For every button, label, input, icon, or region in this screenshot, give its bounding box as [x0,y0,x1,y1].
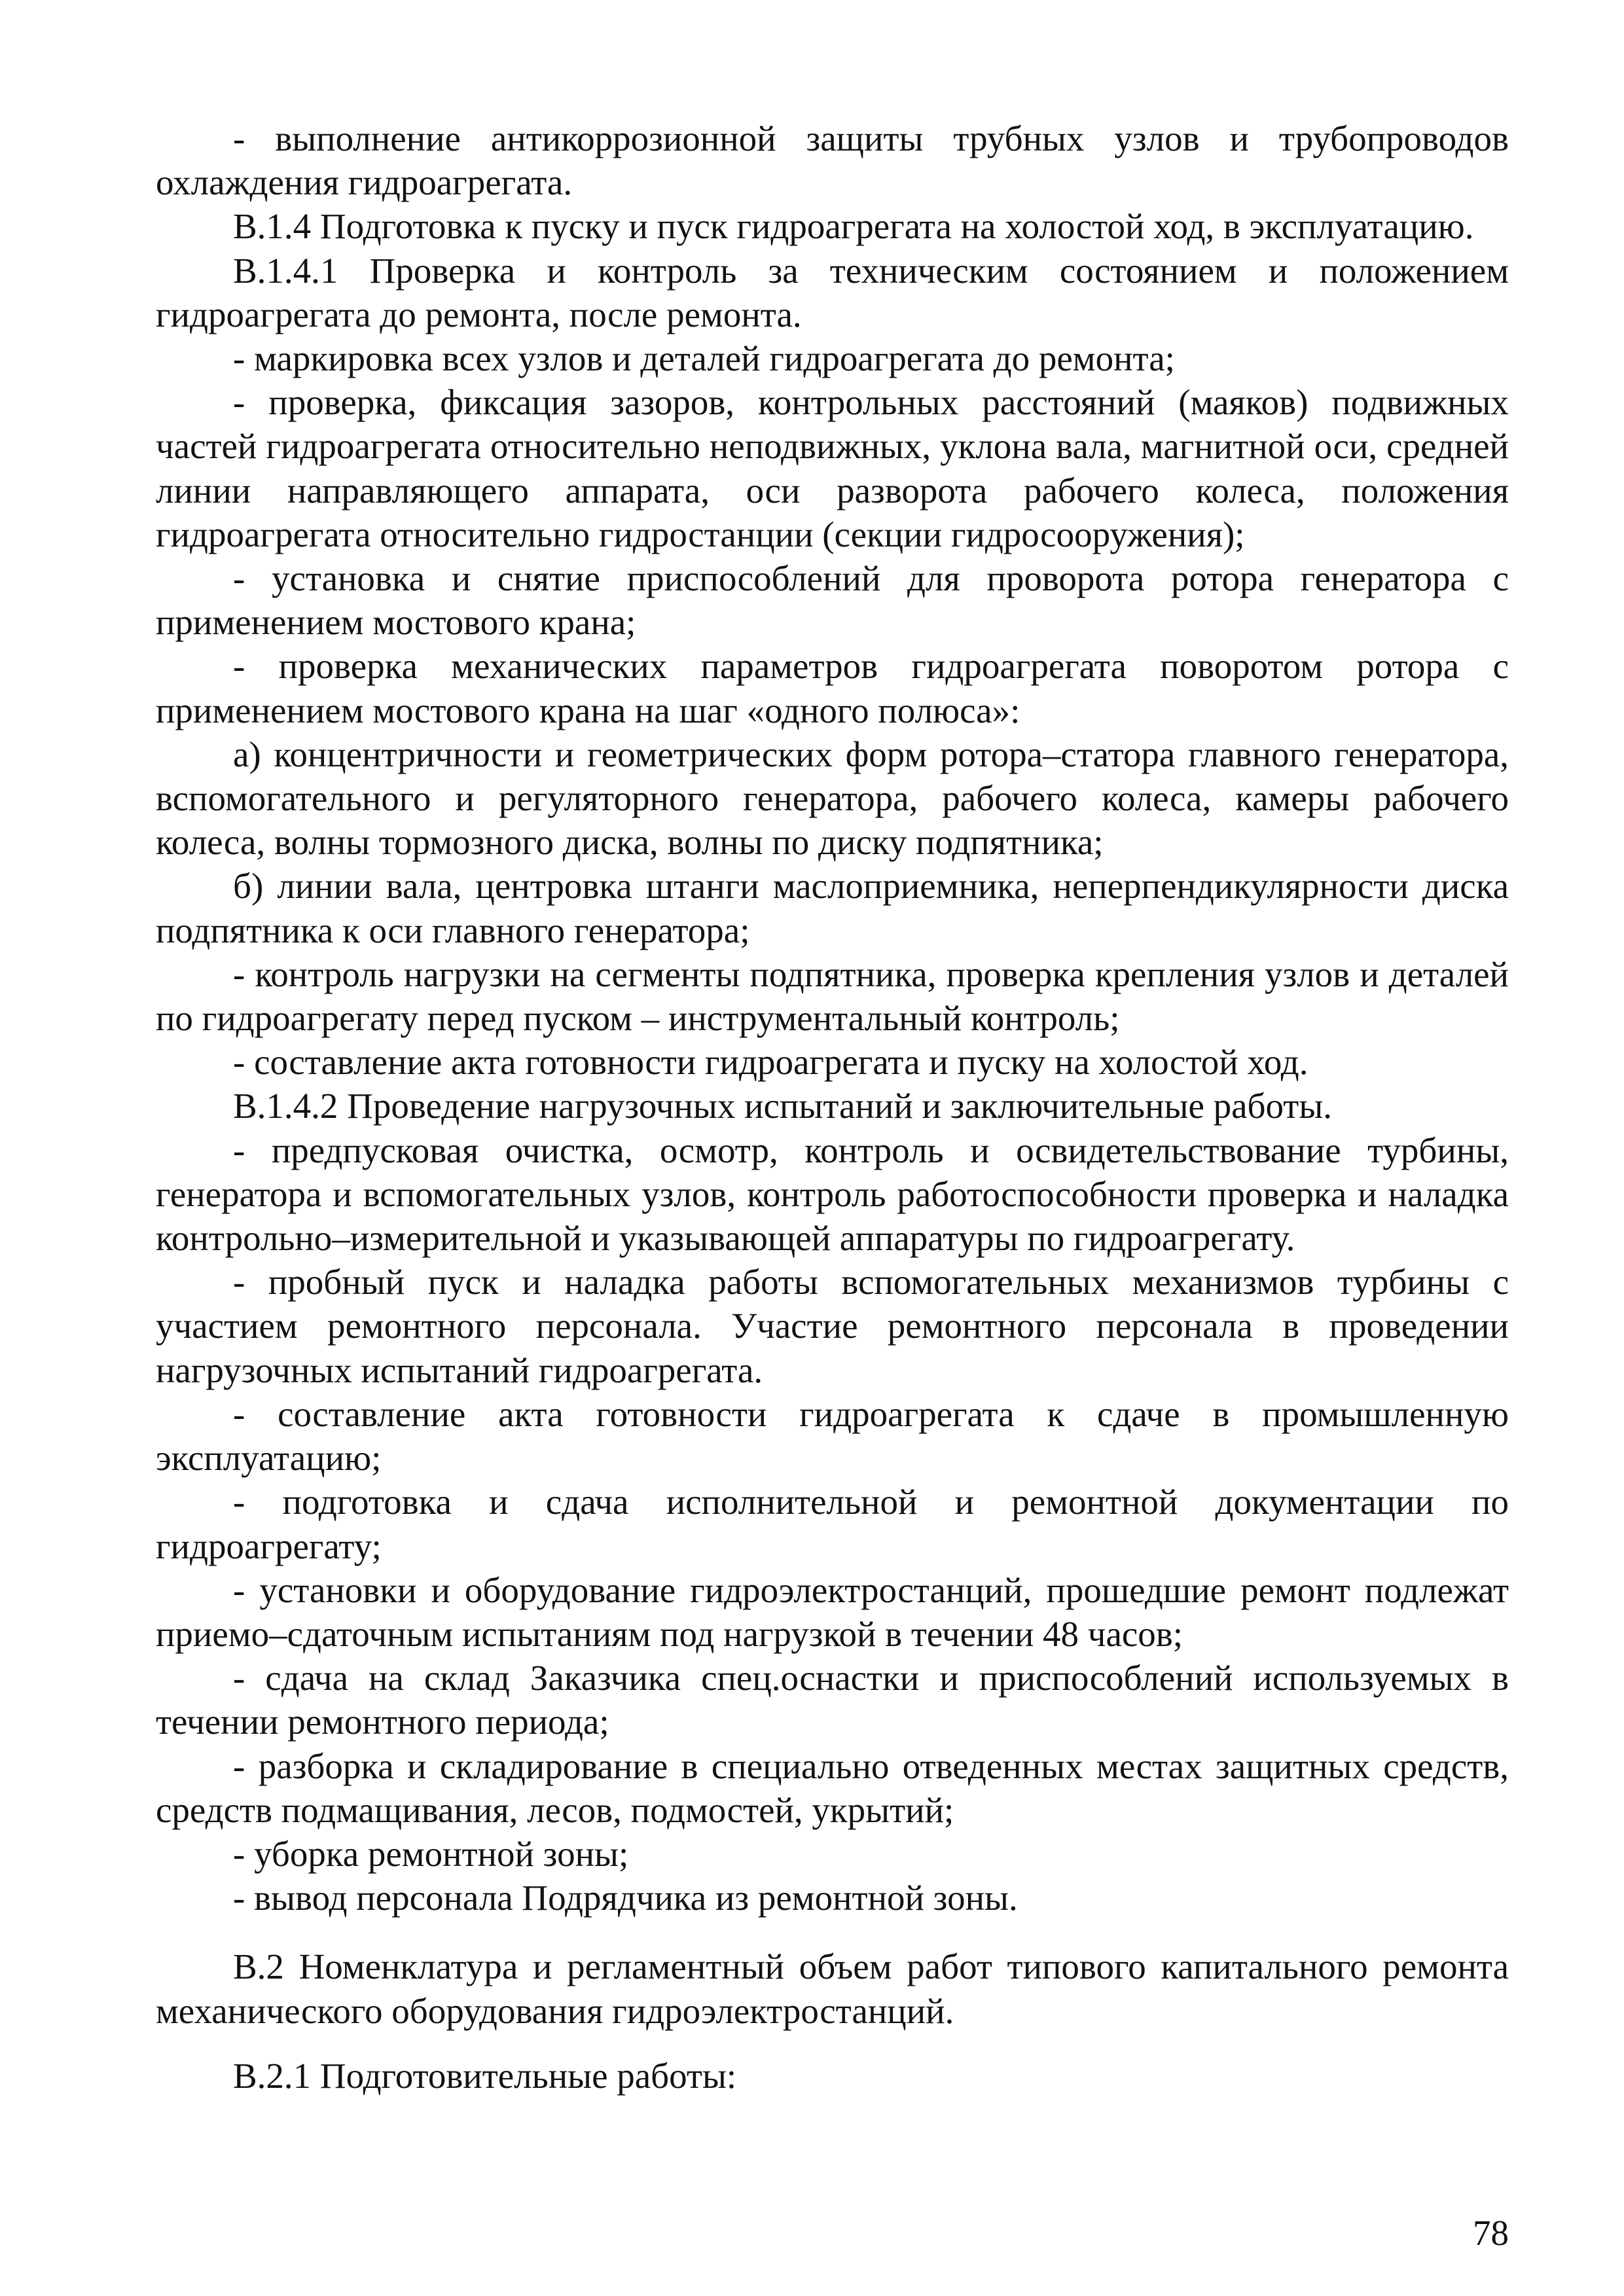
list-item: - контроль нагрузки на сегменты подпятника, проверка крепления узлов и деталей по гидроагрегату перед пуском – инструментальный контроль; [156,954,1509,1039]
section-heading: В.1.4.2 Проведение нагрузочных испытаний и заключительные работы. [233,1086,1333,1126]
list-item: - установка и снятие приспособлений для проворота ротора генератора с применением мостового крана; [156,558,1509,643]
list-item: - предпусковая очистка, осмотр, контроль и освидетельствование турбины, генератора и вспомогательных узлов, контроль работоспособности проверка и наладка контрольно–измерительной и указывающей аппаратуры по гидроагрегату. [156,1130,1509,1259]
list-item: а) концентричности и геометрических форм ротора–статора главного генератора, вспомогательного и регуляторного генератора, рабочего колеса, камеры рабочего колеса, волны тормозного диска, волны по диску подпятника; [156,734,1509,863]
section-heading: В.2 Номенклатура и регламентный объем работ типового капитального ремонта механического оборудования гидроэлектростанций. [156,1946,1509,2031]
list-item: - проверка механических параметров гидроагрегата поворотом ротора с применением мостового крана на шаг «одного полюса»: [156,646,1509,730]
list-item: б) линии вала, центровка штанги маслоприемника, неперпендикулярности диска подпятника к оси главного генератора; [156,866,1509,950]
section-heading: В.2.1 Подготовительные работы: [233,2055,737,2096]
page-body [156,117,1509,2098]
section-heading: В.1.4 Подготовка к пуску и пуск гидроагрегата на холостой ход, в эксплуатацию. [233,206,1474,247]
list-item: - сдача на склад Заказчика спец.оснастки и приспособлений используемых в течении ремонтного периода; [156,1658,1509,1742]
list-item: - разборка и складирование в специально отведенных местах защитных средств, средств подмащивания, лесов, подмостей, укрытий; [156,1746,1509,1830]
list-item: - выполнение антикоррозионной защиты трубных узлов и трубопроводов охлаждения гидроагрегата. [156,118,1509,203]
page-number: 78 [1473,2213,1509,2253]
list-item: - составление акта готовности гидроагрегата и пуску на холостой ход. [233,1042,1308,1083]
list-item: - подготовка и сдача исполнительной и ремонтной документации по гидроагрегату; [156,1482,1509,1566]
list-item: - маркировка всех узлов и деталей гидроагрегата до ремонта; [233,338,1175,379]
list-item: - вывод персонала Подрядчика из ремонтной зоны. [233,1878,1018,1918]
list-item: - пробный пуск и наладка работы вспомогательных механизмов турбины с участием ремонтного персонала. Участие ремонтного персонала в проведении нагрузочных испытаний гидроагрегата. [156,1262,1509,1390]
list-item: - уборка ремонтной зоны; [233,1833,629,1874]
list-item: - составление акта готовности гидроагрегата к сдаче в промышленную эксплуатацию; [156,1393,1509,1479]
list-item: - проверка, фиксация зазоров, контрольных расстояний (маяков) подвижных частей гидроагрегата относительно неподвижных, уклона вала, магнитной оси, средней линии направляющего аппарата, оси разворота рабочего колеса, положения гидроагрегата относительно гидростанции (секции гидросооружения); [156,382,1509,554]
list-item: - установки и оборудование гидроэлектростанций, прошедшие ремонт подлежат приемо–сдаточным испытаниям под нагрузкой в течении 48 часов; [156,1570,1509,1654]
section-heading: В.1.4.1 Проверка и контроль за техническим состоянием и положением гидроагрегата до ремонта, после ремонта. [156,250,1509,334]
